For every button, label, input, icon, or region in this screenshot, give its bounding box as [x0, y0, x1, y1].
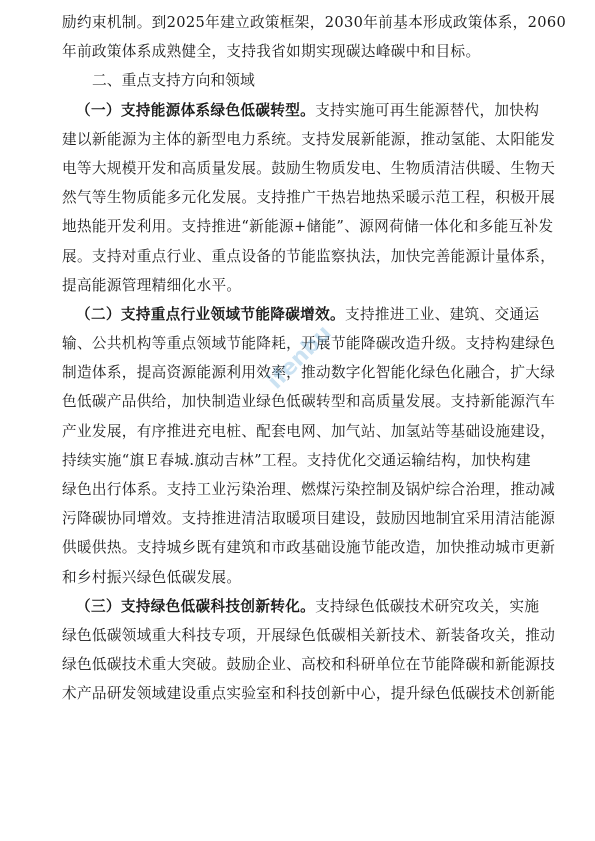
subsection-2-line: 输、公共机构等重点领域节能降耗，开展节能降碳改造升级。支持构建绿色: [62, 335, 556, 353]
subsection-3-heading: （三）支持绿色低碳科技创新转化。: [76, 597, 316, 615]
subsection-2-line: 色低碳产品供给，加快制造业绿色低碳转型和高质量发展。支持新能源汽车: [62, 393, 556, 411]
subsection-2-line: 供暖供热。支持城乡既有建筑和市政基础设施节能改造，加快推动城市更新: [62, 539, 556, 557]
watermark-logo: ifenbu: [263, 320, 337, 395]
subsection-2-heading: （二）支持重点行业领域节能降碳增效。: [76, 305, 345, 323]
section-heading-text: 二、重点支持方向和领域: [92, 72, 255, 90]
subsection-1-line: 展。支持对重点行业、重点设备的节能监察执法，加快完善能源计量体系，: [62, 247, 556, 265]
subsection-2-first-line-text: 支持推进工业、建筑、交通运: [345, 305, 540, 323]
subsection-3-line: 绿色低碳领域重大科技专项，开展绿色低碳相关新技术、新装备攻关，推动: [62, 626, 556, 644]
subsection-1-line: 电等大规模开发和高质量发展。鼓励生物质发电、生物质清洁供暖、生物天: [62, 159, 556, 177]
subsection-2-first-line: [62, 300, 540, 329]
subsection-1-heading: （一）支持能源体系绿色低碳转型。: [76, 101, 316, 119]
subsection-2-line: 持续实施“旗Ｅ春城.旗动吉林”工程。支持优化交通运输结构，加快构建: [62, 451, 531, 469]
subsection-3-first-line-text: 支持绿色低碳技术研究攻关，实施: [315, 597, 540, 615]
subsection-2-line: 污降碳协同增效。支持推进清洁取暖项目建设，鼓励因地制宜采用清洁能源: [62, 510, 556, 528]
subsection-3-line: 术产品研发领域建设重点实验室和科技创新中心，提升绿色低碳技术创新能: [62, 685, 556, 703]
subsection-2-line: 和乡村振兴绿色低碳发展。: [62, 568, 242, 586]
subsection-3-line: 绿色低碳技术重大突破。鼓励企业、高校和科研单位在节能降碳和新能源技: [62, 656, 556, 674]
subsection-1-line: 地热能开发利用。支持推进“新能源+储能”、源网荷储一体化和多能互补发: [62, 218, 554, 236]
subsection-1-first-line-text: 支持实施可再生能源替代，加快构: [315, 101, 540, 119]
subsection-2-line: 产业发展，有序推进充电桩、配套电网、加气站、加氢站等基础设施建设，: [62, 422, 556, 440]
section-heading: [62, 66, 537, 95]
subsection-2-line: 制造体系，提高资源能源利用效率，推动数字化智能化绿色化融合，扩大绿: [62, 364, 556, 382]
subsection-1-first-line: [62, 96, 540, 125]
subsection-1-line: 建以新能源为主体的新型电力系统。支持发展新能源，推动氢能、太阳能发: [62, 130, 556, 148]
subsection-2-line: 绿色出行体系。支持工业污染治理、燃煤污染控制及锅炉综合治理，推动减: [62, 481, 556, 498]
body-line-2: 年前政策体系成熟健全，支持我省如期实现碳达峰碳中和目标。: [62, 43, 481, 61]
subsection-1-line: 提高能源管理精细化水平。: [62, 276, 242, 294]
body-line-1: 励约束机制。到2025年建立政策框架，2030年前基本形成政策体系，2060: [62, 14, 567, 31]
subsection-3-first-line: [62, 592, 540, 621]
subsection-1-line: 然气等生物质能多元化发展。支持推广干热岩地热采暖示范工程，积极开展: [62, 189, 556, 207]
